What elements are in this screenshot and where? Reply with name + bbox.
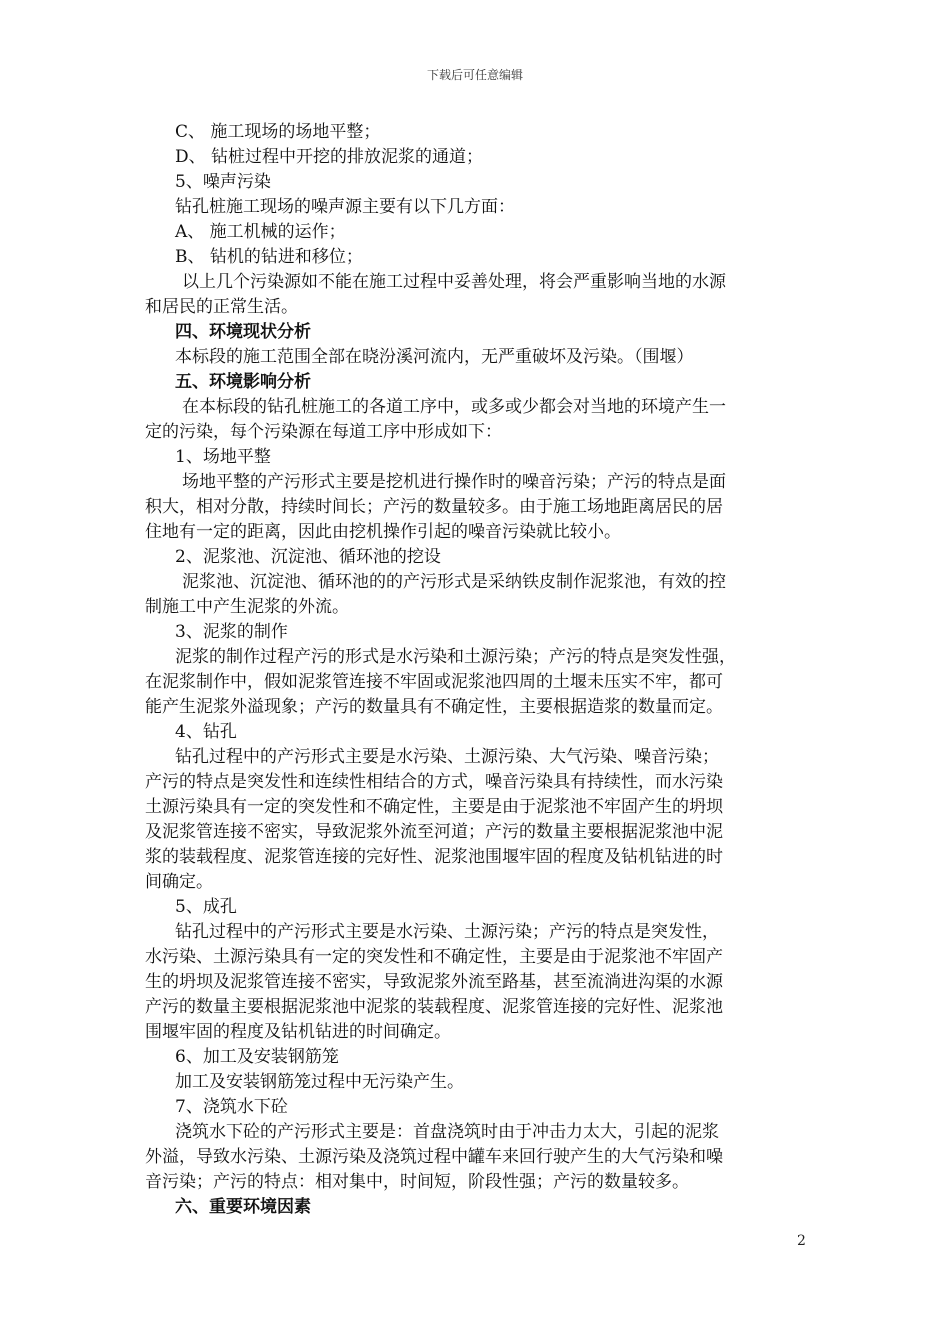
text-line: 场地平整的产污形式主要是挖机进行操作时的噪音污染；产污的特点是面	[182, 472, 726, 492]
text-line: 3、泥浆的制作	[175, 622, 288, 642]
text-line: 钻孔过程中的产污形式主要是水污染、土源污染、大气污染、噪音污染；	[175, 747, 719, 767]
text-line: 在本标段的钻孔桩施工的各道工序中，或多或少都会对当地的环境产生一	[182, 397, 726, 417]
text-line: 6、加工及安装钢筋笼	[175, 1047, 339, 1067]
text-line: 以上几个污染源如不能在施工过程中妥善处理，将会严重影响当地的水源	[182, 272, 726, 292]
text-line: 围堰牢固的程度及钻机钻进的时间确定。	[145, 1022, 451, 1042]
text-line: 及泥浆管连接不密实，导致泥浆外流至河道；产污的数量主要根据泥浆池中泥	[145, 822, 723, 842]
text-line: 生的坍坝及泥浆管连接不密实，导致泥浆外流至路基，甚至流淌进沟渠的水源	[145, 972, 723, 992]
text-line: C、 施工现场的场地平整；	[175, 122, 381, 142]
text-line: 7、浇筑水下砼	[175, 1097, 288, 1117]
text-line: 水污染、土源污染具有一定的突发性和不确定性，主要是由于泥浆池不牢固产	[145, 947, 723, 967]
page-header: 下载后可任意编辑	[426, 68, 523, 82]
text-line: B、 钻机的钻进和移位；	[175, 247, 363, 267]
text-line: 定的污染，每个污染源在每道工序中形成如下：	[145, 422, 502, 442]
text-line: 产污的数量主要根据泥浆池中泥浆的装载程度、泥浆管连接的完好性、泥浆池	[145, 997, 723, 1017]
section-heading: 四、环境现状分析	[175, 322, 311, 342]
text-line: 泥浆池、沉淀池、循环池的的产污形式是采纳铁皮制作泥浆池，有效的控	[182, 572, 726, 592]
text-line: 土源污染具有一定的突发性和不确定性，主要是由于泥浆池不牢固产生的坍坝	[145, 797, 723, 817]
text-line: 和居民的正常生活。	[145, 297, 298, 317]
text-line: 能产生泥浆外溢现象；产污的数量具有不确定性，主要根据造浆的数量而定。	[145, 697, 723, 717]
page-number: 2	[797, 1233, 806, 1249]
text-line: 住地有一定的距离，因此由挖机操作引起的噪音污染就比较小。	[145, 522, 621, 542]
text-line: 本标段的施工范围全部在晓汾溪河流内，无严重破坏及污染。（围堰）	[175, 347, 694, 367]
text-line: 4、钻孔	[175, 722, 237, 742]
text-line: 音污染；产污的特点：相对集中，时间短，阶段性强；产污的数量较多。	[145, 1172, 689, 1192]
text-line: 浇筑水下砼的产污形式主要是：首盘浇筑时由于冲击力太大，引起的泥浆	[175, 1122, 719, 1142]
text-line: 泥浆的制作过程产污的形式是水污染和土源污染；产污的特点是突发性强，	[175, 647, 736, 667]
text-line: 积大，相对分散，持续时间长；产污的数量较多。由于施工场地距离居民的居	[145, 497, 723, 517]
text-line: 在泥浆制作中，假如泥浆管连接不牢固或泥浆池四周的土堰未压实不牢，都可	[145, 672, 723, 692]
text-line: 5、成孔	[175, 897, 237, 917]
text-line: 2、泥浆池、沉淀池、循环池的挖设	[175, 547, 441, 567]
text-line: 外溢，导致水污染、土源污染及浇筑过程中罐车来回行驶产生的大气污染和噪	[145, 1147, 723, 1167]
text-line: 间确定。	[145, 872, 213, 892]
text-line: 制施工中产生泥浆的外流。	[145, 597, 349, 617]
text-line: 加工及安装钢筋笼过程中无污染产生。	[175, 1072, 464, 1092]
text-line: 5、噪声污染	[175, 172, 271, 192]
text-line: A、 施工机械的运作；	[175, 222, 346, 242]
text-line: 浆的装载程度、泥浆管连接的完好性、泥浆池围堰牢固的程度及钻机钻进的时	[145, 847, 723, 867]
text-line: D、 钻桩过程中开挖的排放泥浆的通道；	[175, 147, 484, 167]
text-line: 钻孔过程中的产污形式主要是水污染、土源污染；产污的特点是突发性，	[175, 922, 719, 942]
document-body	[145, 120, 805, 1220]
text-line: 钻孔桩施工现场的噪声源主要有以下几方面：	[175, 197, 515, 217]
section-heading: 六、重要环境因素	[175, 1197, 311, 1217]
section-heading: 五、环境影响分析	[175, 372, 311, 392]
text-line: 产污的特点是突发性和连续性相结合的方式，噪音污染具有持续性，而水污染	[145, 772, 723, 792]
text-line: 1、场地平整	[175, 447, 271, 467]
